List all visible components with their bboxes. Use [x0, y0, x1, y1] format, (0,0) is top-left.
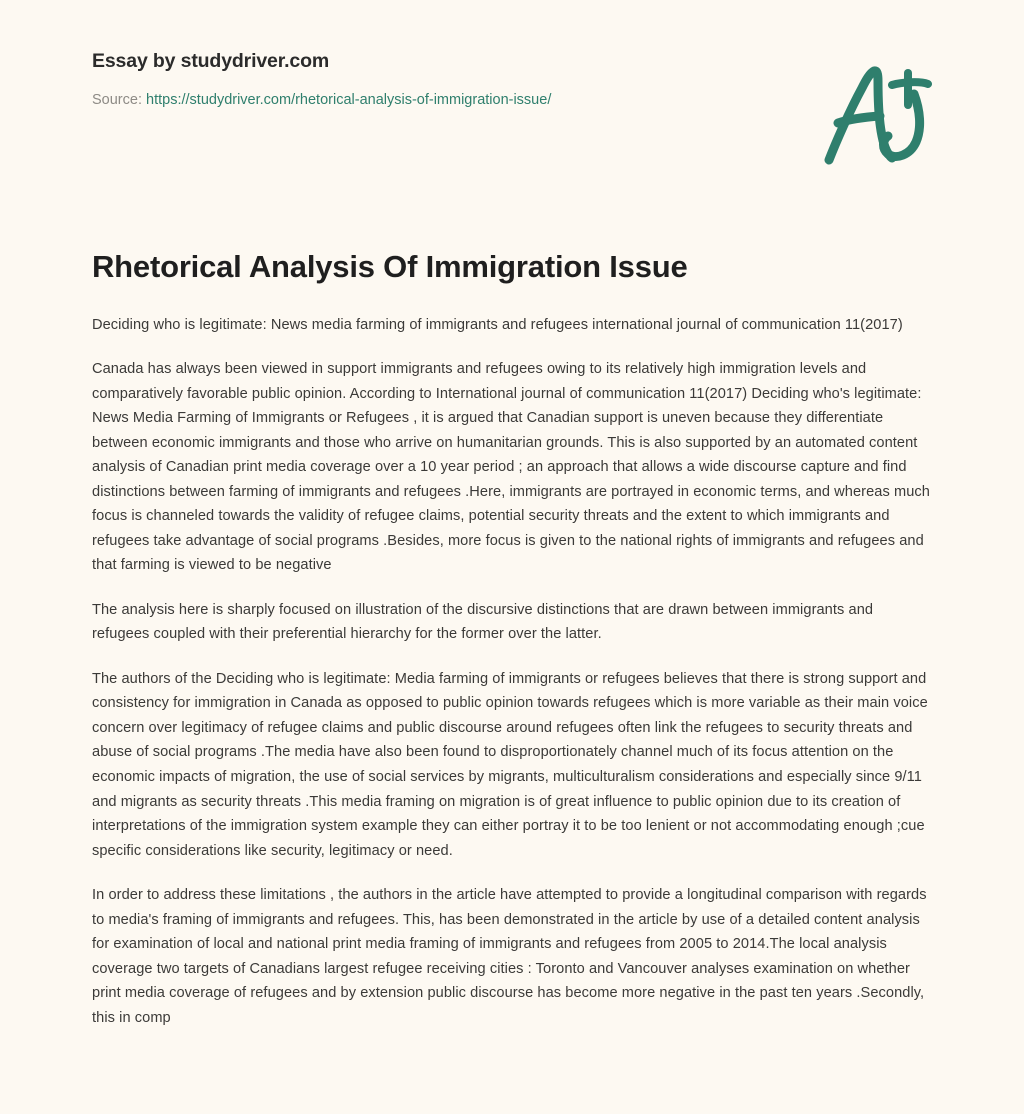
- body-paragraph: Deciding who is legitimate: News media farming of immigrants and refugees international journal of communication 11(2017): [92, 316, 903, 333]
- body-paragraph: The authors of the Deciding who is legitimate: Media farming of immigrants or refugees believes that there is strong support and consistency for immigration in Canada as opposed to public opinion towards refugees which is more variable as their main voice concern over legitimacy of refugee claims and public discourse around refugees often link the refugees to security threats and abuse of social programs .The media have also been found to disproportionately channel much of its focus attention on the economic impacts of migration, the use of social services by migrants, multiculturalism considerations and especially since 9/11 and migrants as security threats .This media framing on migration is of great influence to public opinion due to its creation of interpretations of the immigration system example they can either portray it to be too lenient or not accommodating enough ;cue specific considerations like security, legitimacy or need.: [92, 670, 928, 859]
- body-paragraph: The analysis here is sharply focused on illustration of the discursive distinctions that are drawn between immigrants and refugees coupled with their preferential hierarchy for the former over the latter.: [92, 601, 874, 643]
- page-title: Rhetorical Analysis Of Immigration Issue: [92, 249, 688, 284]
- document-body: [0, 287, 1024, 1030]
- body-paragraph: In order to address these limitations , the authors in the article have attempted to provide a longitudinal comparison with regards to media's framing of immigrants and refugees. This, has been demonstrated in the article by use of a detailed content analysis for examination of local and national print media framing of immigrants and refugees from 2005 to 2014.The local analysis coverage two targets of Canadians largest refugee receiving cities : Toronto and Vancouver analyses examination on whether print media coverage of refugees and by extension public discourse has become more negative in the past ten years .Secondly, this in comp: [92, 887, 927, 1026]
- document-header: [0, 0, 1024, 160]
- body-paragraph: Canada has always been viewed in support immigrants and refugees owing to its relatively high immigration levels and comparatively favorable public opinion. According to International journal of communication 11(2017) Deciding who's legitimate: News Media Farming of Immigrants or Refugees , it is argued that Canadian support is uneven because they differentiate between economic immigrants and those who arrive on humanitarian grounds. This is also supported by an automated content analysis of Canadian print media coverage over a 10 year period ; an approach that allows a wide discourse capture and find distinctions between farming of immigrants and refugees .Here, immigrants are portrayed in economic terms, and whereas much focus is channeled towards the validity of refugee claims, potential security threats and the extent to which immigrants and refugees take advantage of social programs .Besides, more focus is given to the national rights of immigrants and refugees and that farming is viewed to be negative: [92, 361, 930, 574]
- a-plus-logo-icon: [816, 56, 946, 176]
- source-label: Source:: [92, 92, 142, 109]
- source-url-link[interactable]: https://studydriver.com/rhetorical-analysis-of-immigration-issue/: [146, 92, 552, 109]
- brand-title: Essay by studydriver.com: [92, 50, 330, 72]
